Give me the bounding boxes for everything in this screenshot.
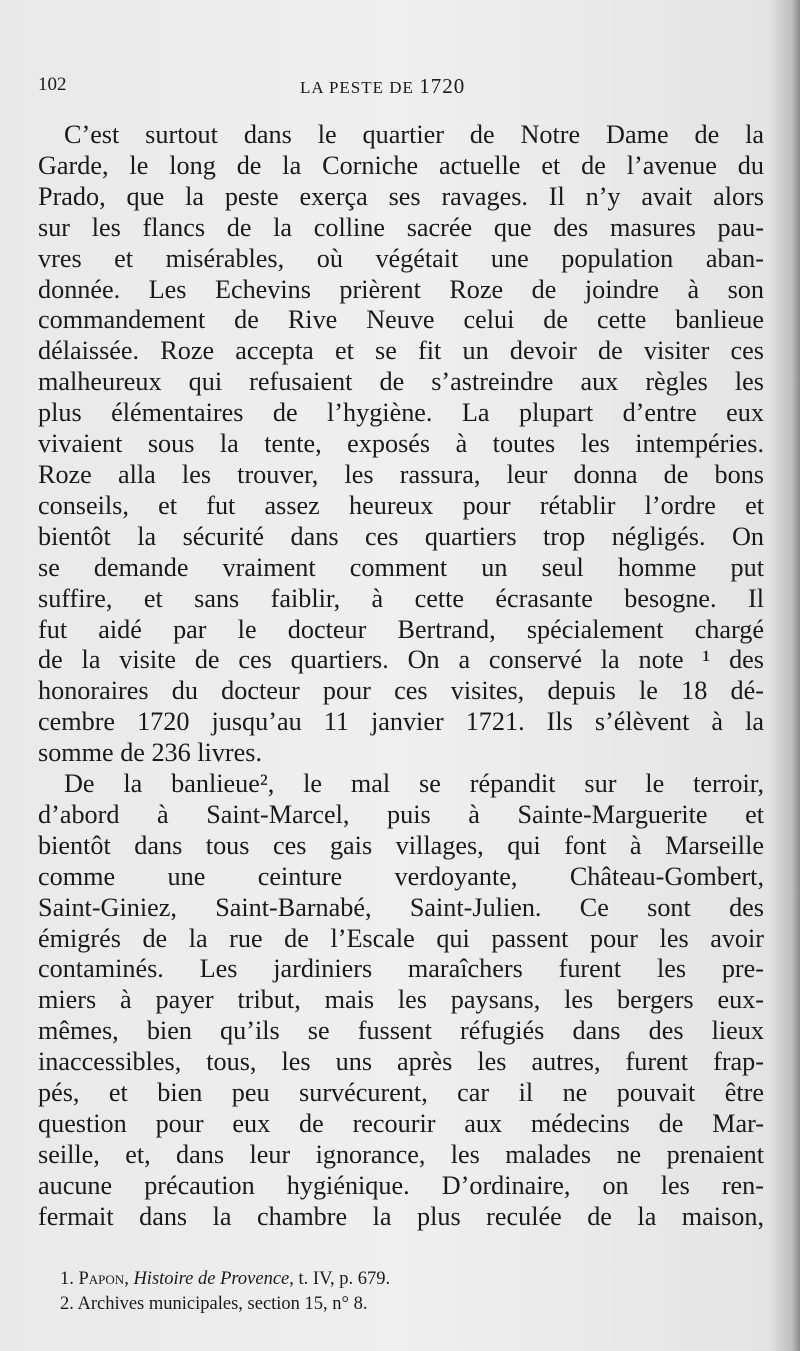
text-line: bientôt la sécurité dans ces quartiers trop négligés. On bbox=[38, 521, 764, 551]
text-line: somme de 236 livres. bbox=[38, 738, 263, 768]
running-title-text: LA PESTE DE bbox=[300, 78, 414, 97]
text-line: délaissée. Roze accepta et se fit un devoir de visiter ces bbox=[38, 336, 764, 366]
text-line: De la banlieue², le mal se répandit sur le terroir, bbox=[64, 769, 764, 799]
text-line: commandement de Rive Neuve celui de cette banlieue bbox=[38, 305, 764, 335]
text-line: vivaient sous la tente, exposés à toutes les intempéries. bbox=[38, 429, 764, 459]
text-line: contaminés. Les jardiniers maraîchers furent les pre- bbox=[38, 954, 764, 984]
text-line: Roze alla les trouver, les rassura, leur donna de bons bbox=[38, 459, 764, 489]
body-text bbox=[38, 120, 764, 1233]
text-line: C’est surtout dans le quartier de Notre Dame de la bbox=[64, 120, 764, 149]
text-line: émigrés de la rue de l’Escale qui passent pour les avoir bbox=[38, 923, 764, 953]
text-line: inaccessibles, tous, les uns après les autres, furent frap- bbox=[38, 1047, 764, 1077]
footnote-2: 2. Archives municipales, section 15, n° 8. bbox=[60, 1294, 368, 1314]
text-line: malheureux qui refusaient de s’astreindre aux règles les bbox=[38, 367, 764, 397]
footnote-1-number: 1. bbox=[60, 1269, 74, 1289]
footnote-1-author: Papon bbox=[78, 1269, 125, 1289]
text-line: Prado, que la peste exerça ses ravages. Il n’y avait alors bbox=[38, 181, 764, 211]
page-header bbox=[38, 74, 518, 102]
text-line: honoraires du docteur pour ces visites, depuis le 18 dé- bbox=[38, 676, 764, 706]
text-line: bientôt dans tous ces gais villages, qui font à Marseille bbox=[38, 830, 764, 860]
text-line: aucune précaution hygiénique. D’ordinaire, on les ren- bbox=[38, 1170, 764, 1200]
footnotes bbox=[60, 1267, 740, 1317]
text-line: seille, et, dans leur ignorance, les malades ne prenaient bbox=[38, 1139, 764, 1169]
footnote-1-reference: , t. IV, p. 679. bbox=[289, 1269, 391, 1289]
text-line: Garde, le long de la Corniche actuelle et de l’avenue du bbox=[38, 150, 764, 180]
text-line: question pour eux de recourir aux médecins de Mar- bbox=[38, 1109, 764, 1138]
text-line: donnée. Les Echevins prièrent Roze de joindre à son bbox=[38, 274, 764, 304]
text-line: vres et misérables, où végétait une population aban- bbox=[38, 243, 764, 273]
text-line: fermait dans la chambre la plus reculée de la maison, bbox=[38, 1201, 764, 1231]
text-line: conseils, et fut assez heureux pour rétablir l’ordre et bbox=[38, 490, 764, 520]
text-line: se demande vraiment comment un seul homme put bbox=[38, 552, 764, 582]
page-number: 102 bbox=[38, 74, 67, 95]
text-line: d’abord à Saint-Marcel, puis à Sainte-Marguerite et bbox=[38, 799, 764, 829]
footnote-1-title: Histoire de Provence bbox=[133, 1269, 290, 1289]
text-line: mêmes, bien qu’ils se fussent réfugiés dans des lieux bbox=[38, 1016, 764, 1046]
text-line: sur les flancs de la colline sacrée que des masures pau- bbox=[38, 212, 764, 242]
text-line: pés, et bien peu survécurent, car il ne pouvait être bbox=[38, 1078, 764, 1108]
footnote-1: 1. Papon, Histoire de Provence, t. IV, p. 679. bbox=[60, 1269, 391, 1289]
text-line: cembre 1720 jusqu’au 11 janvier 1721. Ils s’élèvent à la bbox=[38, 707, 764, 737]
text-line: plus élémentaires de l’hygiène. La plupart d’entre eux bbox=[38, 398, 764, 428]
running-title-year: 1720 bbox=[419, 74, 466, 98]
text-line: miers à payer tribut, mais les paysans, les bergers eux- bbox=[38, 985, 764, 1015]
text-line: comme une ceinture verdoyante, Château-Gombert, bbox=[38, 861, 764, 891]
running-title bbox=[300, 74, 465, 99]
text-line: de la visite de ces quartiers. On a conservé la note ¹ des bbox=[38, 645, 764, 675]
text-line: suffire, et sans faiblir, à cette écrasante besogne. Il bbox=[38, 583, 764, 613]
text-line: Saint-Giniez, Saint-Barnabé, Saint-Julien. Ce sont des bbox=[38, 892, 764, 922]
text-line: fut aidé par le docteur Bertrand, spécialement chargé bbox=[38, 614, 764, 644]
